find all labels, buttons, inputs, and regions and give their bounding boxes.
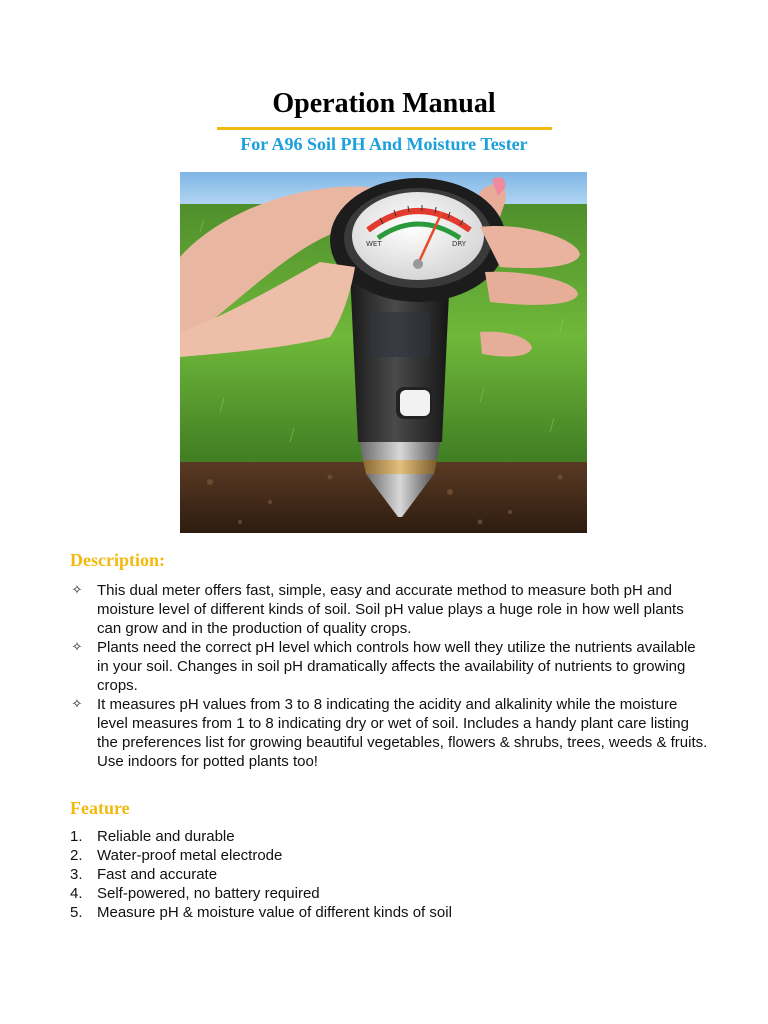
list-item	[70, 581, 710, 638]
star-bullet-icon: ✧	[71, 697, 83, 712]
description-list	[70, 581, 710, 771]
list-item	[70, 846, 710, 865]
feature-text: Self-powered, no battery required	[97, 885, 320, 902]
feature-number: 3.	[70, 866, 83, 883]
feature-text: Fast and accurate	[97, 866, 218, 883]
description-text: Plants need the correct pH level which controls how well they utilize the nutrients available in your soil. Changes in soil pH dramatically affects the availability of nutrients to growing crops.	[97, 639, 696, 694]
gauge-wet-label: WET	[366, 240, 382, 248]
description-text: It measures pH values from 3 to 8 indicating the acidity and alkalinity while the moisture level measures from 1 to 8 indicating dry or wet of soil. Includes a handy plant care listing the preferences list for growing beautiful vegetables, flowers & shrubs, trees, weeds & fruits. Use indoors for potted plants too!	[97, 696, 708, 770]
description-heading: Description:	[70, 550, 165, 570]
list-item	[70, 865, 710, 884]
page-subtitle: For A96 Soil PH And Moisture Tester	[240, 134, 528, 154]
product-photo	[180, 172, 587, 533]
feature-text: Reliable and durable	[97, 828, 235, 845]
star-bullet-icon: ✧	[71, 583, 83, 598]
description-text: This dual meter offers fast, simple, easy and accurate method to measure both pH and moisture level of different kinds of soil. Soil pH value plays a huge role in how well plants can grow and in the production of quality crops.	[97, 582, 684, 637]
list-item	[70, 827, 710, 846]
feature-number: 1.	[70, 828, 83, 845]
feature-heading: Feature	[70, 798, 130, 818]
list-item	[70, 638, 710, 695]
feature-number: 2.	[70, 847, 83, 864]
page-title: Operation Manual	[272, 88, 496, 119]
list-item	[70, 884, 710, 903]
title-underline	[217, 127, 552, 130]
feature-text: Measure pH & moisture value of different kinds of soil	[97, 904, 452, 921]
feature-list	[70, 827, 710, 922]
feature-number: 5.	[70, 904, 83, 921]
gauge-dry-label: DRY	[452, 240, 467, 248]
feature-text: Water-proof metal electrode	[97, 847, 283, 864]
feature-number: 4.	[70, 885, 83, 902]
star-bullet-icon: ✧	[71, 640, 83, 655]
list-item	[70, 903, 710, 922]
list-item	[70, 695, 710, 771]
